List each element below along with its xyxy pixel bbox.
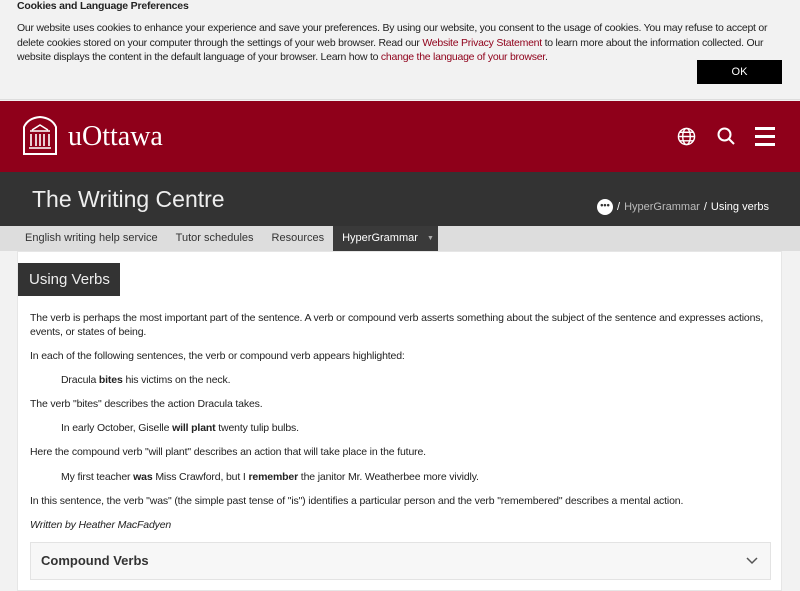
privacy-link[interactable]: Website Privacy Statement xyxy=(422,36,542,49)
page-title: Using Verbs xyxy=(18,263,120,296)
cookie-text-2: to learn more about the information collected. Our website displays the content in the default language of your browser. Learn how to xyxy=(17,36,764,63)
compound-verbs-accordion[interactable] xyxy=(30,542,771,580)
nav-tutor-schedules[interactable]: Tutor schedules xyxy=(175,232,254,244)
search-icon[interactable] xyxy=(717,127,735,145)
author: Written by Heather MacFadyen xyxy=(30,519,172,531)
hamburger-menu-icon[interactable] xyxy=(755,126,775,146)
nav-hypergrammar[interactable] xyxy=(333,226,438,251)
breadcrumb-current: Using verbs xyxy=(710,201,769,213)
example-2: In early October, Giselle will plant twenty tulip bulbs. xyxy=(61,422,299,434)
breadcrumb-hypergrammar[interactable]: HyperGrammar xyxy=(624,201,700,213)
section-nav xyxy=(0,226,800,251)
dropdown-caret-icon[interactable]: ▼ xyxy=(426,235,434,242)
cookie-title: Cookies and Language Preferences xyxy=(17,0,189,12)
site-title[interactable]: The Writing Centre xyxy=(32,186,225,212)
paragraph-3: The verb "bites" describes the action Dracula takes. xyxy=(30,398,263,410)
title-band xyxy=(0,172,800,226)
change-language-link[interactable]: change the language of your browser xyxy=(380,51,545,63)
breadcrumb: ••• / HyperGrammar / Using verbs xyxy=(597,199,769,215)
paragraph-2: In each of the following sentences, the verb or compound verb appears highlighted: xyxy=(30,350,405,362)
globe-icon[interactable] xyxy=(677,127,696,146)
breadcrumb-more-icon[interactable]: ••• xyxy=(597,199,613,215)
example-1: Dracula bites his victims on the neck. xyxy=(61,374,231,386)
nav-resources[interactable]: Resources xyxy=(271,232,325,244)
paragraph-5: In this sentence, the verb "was" (the simple past tense of "is") identifies a particular person and the verb "remembered" describes a mental action. xyxy=(30,495,684,507)
chevron-down-icon[interactable] xyxy=(746,557,758,565)
nav-english-writing-help[interactable]: English writing help service xyxy=(25,232,158,244)
ok-button[interactable]: OK xyxy=(697,60,782,84)
logo-text[interactable]: uOttawa xyxy=(68,121,163,152)
cookie-text-3: . xyxy=(544,51,548,63)
cookie-banner xyxy=(0,0,800,100)
example-3: My first teacher was Miss Crawford, but I remember the janitor Mr. Weatherbee more vividly. xyxy=(61,471,479,483)
paragraph-4: Here the compound verb "will plant" describes an action that will take place in the future. xyxy=(30,446,426,458)
nav-hypergrammar-label: HyperGrammar xyxy=(342,232,418,244)
paragraph-intro: The verb is perhaps the most important part of the sentence. A verb or compound verb asserts something about the subject of the sentence and expresses actions, events, or states of being. xyxy=(30,312,764,338)
accordion-title: Compound Verbs xyxy=(41,553,149,568)
cookie-text xyxy=(17,21,787,65)
content-panel xyxy=(17,251,782,591)
cookie-text-1: Our website uses cookies to enhance your experience and save your preferences. By using our website, you consent to the usage of cookies. You may refuse to accept or delete cookies stored on your computer through the settings of your web browser. Read our xyxy=(17,22,768,49)
site-header xyxy=(0,101,800,172)
uottawa-logo-icon[interactable] xyxy=(22,115,58,155)
